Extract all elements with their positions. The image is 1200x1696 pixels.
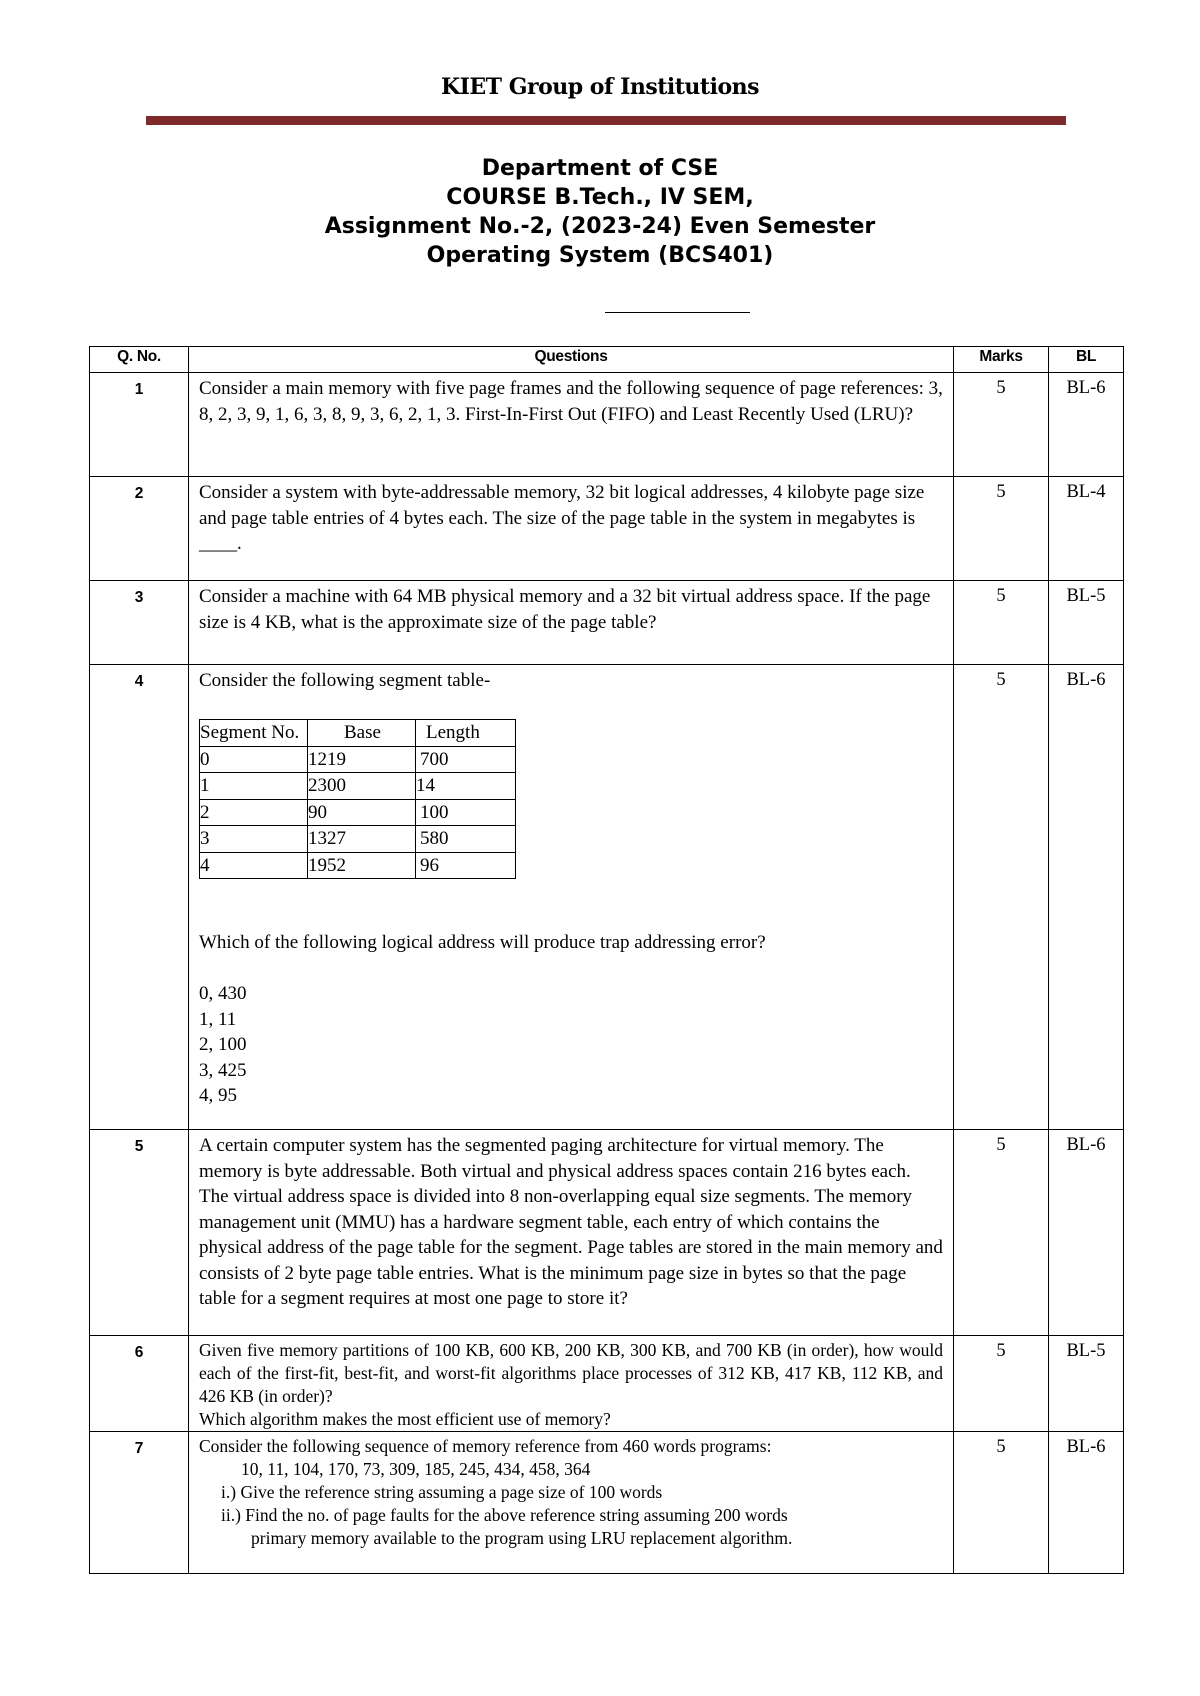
seg-no: 3: [200, 826, 308, 853]
seg-base: 90: [308, 799, 416, 826]
bloom-level: BL-6: [1049, 373, 1124, 477]
department: Department of CSE: [481, 156, 719, 181]
seg-header: Base: [308, 720, 416, 747]
seg-no: 0: [200, 746, 308, 773]
question-text: Consider a system with byte-addressable memory, 32 bit logical addresses, 4 kilobyte page size and page table entries of 4 bytes each. The size of the page table in the system in megabytes is ____.: [189, 477, 954, 581]
subject: Operating System (BCS401): [426, 243, 774, 268]
seg-header: Segment No.: [200, 720, 308, 747]
table-row: [90, 1336, 1124, 1432]
question-text: Consider a main memory with five page frames and the following sequence of page references: 3, 8, 2, 3, 9, 1, 6, 3, 8, 9, 3, 6, 2, 1, 3. First-In-First Out (FIFO) and Least Recently Used (LRU)?: [189, 373, 954, 477]
q7-subpart: i.) Give the reference string assuming a page size of 100 words: [221, 1482, 663, 1502]
marks-value: 5: [954, 1432, 1049, 1574]
segment-table: [199, 719, 516, 879]
segment-row: [200, 773, 516, 800]
table-row: [90, 477, 1124, 581]
question-number: 3: [90, 581, 189, 665]
header-marks: Marks: [954, 347, 1049, 373]
q6-text: Given five memory partitions of 100 KB, 600 KB, 200 KB, 300 KB, and 700 KB (in order), how would each of the first-fit, best-fit, and worst-fit algorithms place processes of 312 KB, 417 KB, 112 KB, and 426 KB (in order)?: [199, 1340, 943, 1406]
table-row: [90, 1130, 1124, 1336]
institution-name: KIET Group of Institutions: [440, 74, 760, 100]
bloom-level: BL-6: [1049, 1130, 1124, 1336]
q7-subpart: ii.) Find the no. of page faults for the above reference string assuming 200 words: [221, 1505, 788, 1525]
question-number: 1: [90, 373, 189, 477]
table-header-row: [90, 347, 1124, 373]
q4-question: Which of the following logical address will produce trap addressing error?: [199, 932, 766, 953]
segment-row: [200, 746, 516, 773]
marks-value: 5: [954, 581, 1049, 665]
seg-header: Length: [416, 720, 516, 747]
marks-value: 5: [954, 1336, 1049, 1432]
table-row: [90, 665, 1124, 1130]
q6-text-2: Which algorithm makes the most efficient use of memory?: [199, 1409, 611, 1429]
seg-length: 96: [416, 852, 516, 879]
option-item: 4, 95: [199, 1085, 237, 1106]
marks-value: 5: [954, 1130, 1049, 1336]
assignment-title: Assignment No.-2, (2023-24) Even Semester: [324, 214, 876, 239]
q7-reference-list: 10, 11, 104, 170, 73, 309, 185, 245, 434, 458, 364: [241, 1459, 591, 1479]
option-item: 3, 425: [199, 1059, 247, 1081]
question-text: [189, 1336, 954, 1432]
question-text: Consider a machine with 64 MB physical memory and a 32 bit virtual address space. If the page size is 4 KB, what is the approximate size of the page table?: [189, 581, 954, 665]
question-number: 6: [90, 1336, 189, 1432]
segment-header-row: [200, 720, 516, 747]
table-row: [90, 1432, 1124, 1574]
q7-line: Consider the following sequence of memory reference from 460 words programs:: [199, 1436, 772, 1456]
question-number: 7: [90, 1432, 189, 1574]
seg-length: 700: [416, 746, 516, 773]
questions-table: [89, 346, 1124, 1574]
table-row: [90, 373, 1124, 477]
separator-line: [605, 312, 750, 313]
seg-length: 580: [416, 826, 516, 853]
question-number: 4: [90, 665, 189, 1130]
bloom-level: BL-6: [1049, 665, 1124, 1130]
option-item: 2, 100: [199, 1034, 247, 1055]
header-bl: BL: [1049, 347, 1124, 373]
question-text: [189, 665, 954, 1130]
bloom-level: BL-4: [1049, 477, 1124, 581]
bloom-level: BL-5: [1049, 581, 1124, 665]
q4-intro: Consider the following segment table-: [199, 670, 491, 691]
document-heading: [0, 154, 1200, 270]
question-text: A certain computer system has the segmented paging architecture for virtual memory. The memory is byte addressable. Both virtual and physical address spaces contain 216 bytes each. The virtual address space is divided into 8 non-overlapping equal size segments. The memory management unit (MMU) has a hardware segment table, each entry of which contains the physical address of the page table for the segment. Page tables are stored in the main memory and consists of 2 byte page table entries. What is the minimum page size in bytes so that the page table for a segment requires at most one page to store it?: [189, 1130, 954, 1336]
option-item: 1, 11: [199, 1008, 237, 1030]
q7-subpart-continued: primary memory available to the program using LRU replacement algorithm.: [251, 1528, 793, 1548]
header-qno: Q. No.: [90, 347, 189, 373]
seg-length: 100: [416, 799, 516, 826]
question-number: 5: [90, 1130, 189, 1336]
seg-length: 14: [416, 773, 516, 800]
table-row: [90, 581, 1124, 665]
segment-row: [200, 852, 516, 879]
marks-value: 5: [954, 373, 1049, 477]
header-questions: Questions: [189, 347, 954, 373]
bloom-level: BL-5: [1049, 1336, 1124, 1432]
bloom-level: BL-6: [1049, 1432, 1124, 1574]
segment-row: [200, 826, 516, 853]
marks-value: 5: [954, 665, 1049, 1130]
question-number: 2: [90, 477, 189, 581]
seg-base: 1219: [308, 746, 416, 773]
segment-row: [200, 799, 516, 826]
seg-no: 1: [200, 773, 308, 800]
header-rule: [146, 116, 1066, 125]
question-text: [189, 1432, 954, 1574]
seg-no: 4: [200, 852, 308, 879]
seg-base: 1327: [308, 826, 416, 853]
seg-base: 1952: [308, 852, 416, 879]
course: COURSE B.Tech., IV SEM,: [446, 185, 754, 210]
seg-base: 2300: [308, 773, 416, 800]
marks-value: 5: [954, 477, 1049, 581]
option-item: 0, 430: [199, 983, 247, 1004]
seg-no: 2: [200, 799, 308, 826]
